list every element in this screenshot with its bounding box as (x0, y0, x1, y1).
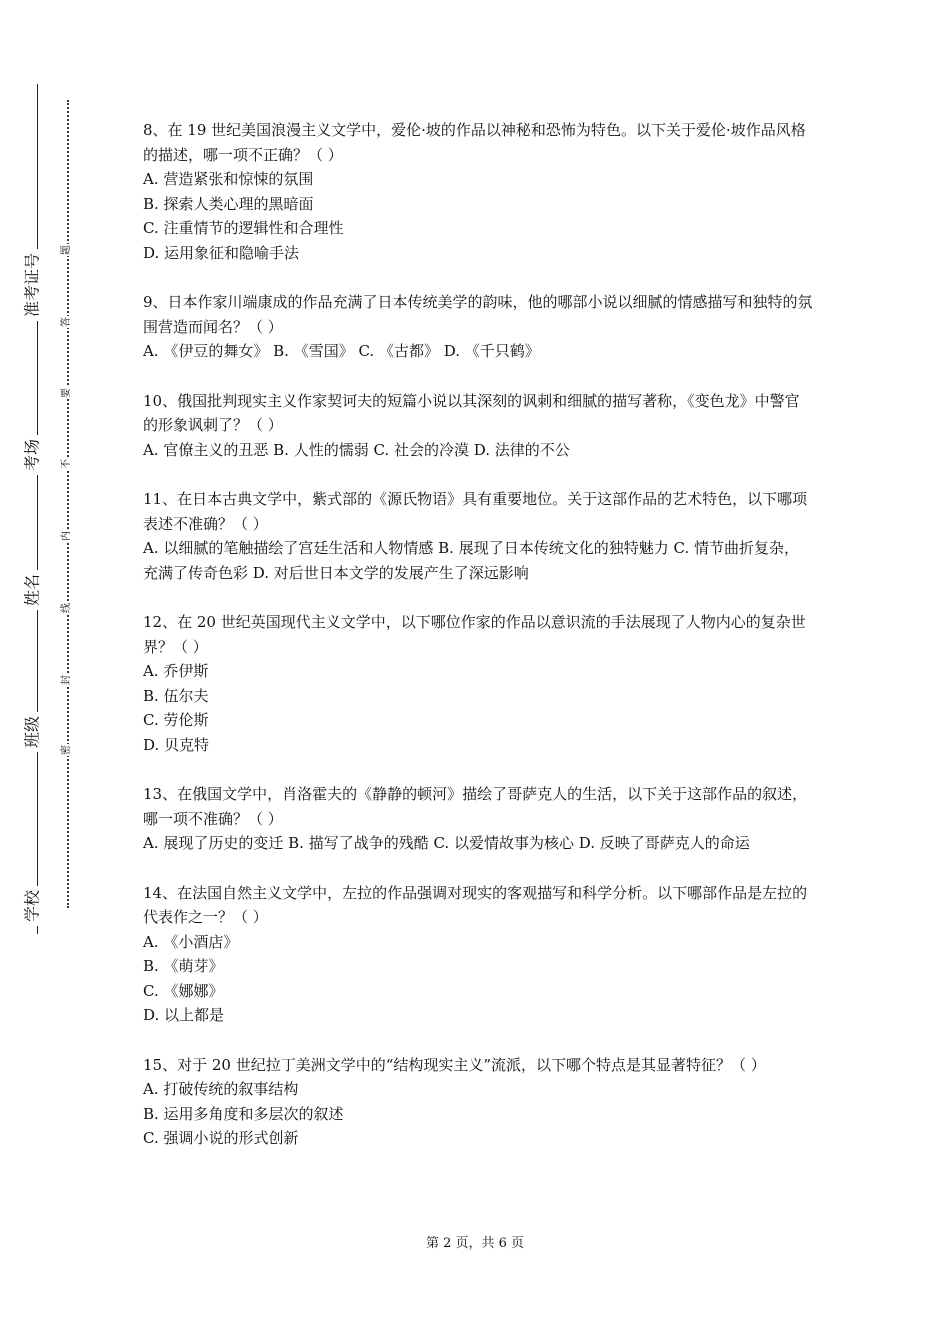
field-school: 学校 (20, 886, 43, 926)
field-exam-id: 准考证号 (20, 249, 43, 321)
option-d: D. 运用象征和隐喻手法 (143, 243, 300, 262)
option-c: C. 注重情节的逻辑性和合理性 (143, 219, 344, 237)
question-text: 9、日本作家川端康成的作品充满了日本传统美学的韵味，他的哪部小说以细腻的情感描写和独特的氛围营造而闻名？（ ） (143, 293, 813, 336)
option-a: A. 《小酒店》 (143, 932, 239, 951)
options-inline: A. 以细腻的笔触描绘了宫廷生活和人物情感 B. 展现了日本传统文化的独特魅力 C. 情节曲折复杂，充满了传奇色彩 D. 对后世日本文学的发展产生了深远影响 (143, 539, 799, 582)
seal-char: 题 (61, 245, 72, 255)
options-inline: A. 《伊豆的舞女》 B. 《雪国》 C. 《古都》 D. 《千只鹤》 (143, 342, 540, 360)
option-d: D. 贝克特 (143, 735, 210, 754)
page-footer: 第 2 页，共 6 页 (425, 1236, 525, 1251)
option-a: A. 打破传统的叙事结构 (143, 1080, 299, 1098)
seal-char: 要 (61, 388, 72, 398)
question-12 (143, 610, 813, 757)
binding-solid-line (37, 84, 38, 934)
binding-margin (0, 0, 90, 1344)
option-b: B. 探索人类心理的黑暗面 (143, 194, 314, 213)
field-class: 班级 (20, 712, 43, 752)
seal-char: 不 (61, 459, 72, 469)
question-text: 13、在俄国文学中，肖洛霍夫的《静静的顿河》描绘了哥萨克人的生活，以下关于这部作品的叙述，哪一项不准确？（ ） (143, 785, 808, 828)
question-8 (143, 118, 813, 265)
question-9 (143, 290, 813, 364)
option-c: C. 强调小说的形式创新 (143, 1129, 299, 1147)
question-list (143, 118, 813, 1176)
option-b: B. 伍尔夫 (143, 686, 209, 705)
option-c: C. 劳伦斯 (143, 711, 209, 729)
option-a: A. 乔伊斯 (143, 662, 209, 680)
question-text: 12、在 20 世纪英国现代主义文学中，以下哪位作家的作品以意识流的手法展现了人物内心的复杂世界？（ ） (143, 613, 806, 656)
option-c: C. 《娜娜》 (143, 981, 224, 1000)
question-10 (143, 389, 813, 463)
field-name: 姓名 (20, 570, 43, 610)
question-text: 10、俄国批判现实主义作家契诃夫的短篇小说以其深刻的讽刺和细腻的描写著称，《变色龙》中警官的形象讽刺了？（ ） (143, 391, 800, 434)
question-text: 11、在日本古典文学中，紫式部的《源氏物语》具有重要地位。关于这部作品的艺术特色，以下哪项表述不准确？（ ） (143, 490, 808, 533)
option-d: D. 以上都是 (143, 1006, 225, 1024)
option-b: B. 《萌芽》 (143, 957, 224, 975)
question-14 (143, 881, 813, 1028)
seal-char: 内 (61, 531, 72, 541)
seal-char: 线 (61, 603, 72, 613)
seal-char: 答 (61, 317, 72, 327)
question-text: 15、对于 20 世纪拉丁美洲文学中的“结构现实主义”流派，以下哪个特点是其显著特征？（ ） (143, 1055, 766, 1074)
options-inline: A. 展现了历史的变迁 B. 描写了战争的残酷 C. 以爱情故事为核心 D. 反映了哥萨克人的命运 (143, 834, 750, 852)
question-15 (143, 1053, 813, 1151)
question-text: 8、在 19 世纪美国浪漫主义文学中，爱伦·坡的作品以神秘和恐怖为特色。以下关于爱伦·坡作品风格的描述，哪一项不正确？（ ） (143, 121, 806, 164)
seal-dotted-line (67, 100, 69, 908)
question-13 (143, 782, 813, 856)
question-11 (143, 487, 813, 585)
option-a: A. 营造紧张和惊悚的氛围 (143, 170, 314, 188)
option-b: B. 运用多角度和多层次的叙述 (143, 1104, 344, 1123)
seal-char: 封 (61, 675, 72, 685)
field-exam-room: 考场 (20, 435, 43, 475)
seal-char: 密 (61, 745, 72, 755)
options-inline: A. 官僚主义的丑恶 B. 人性的懦弱 C. 社会的冷漠 D. 法律的不公 (143, 440, 570, 459)
question-text: 14、在法国自然主义文学中，左拉的作品强调对现实的客观描写和科学分析。以下哪部作品是左拉的代表作之一？（ ） (143, 883, 808, 926)
